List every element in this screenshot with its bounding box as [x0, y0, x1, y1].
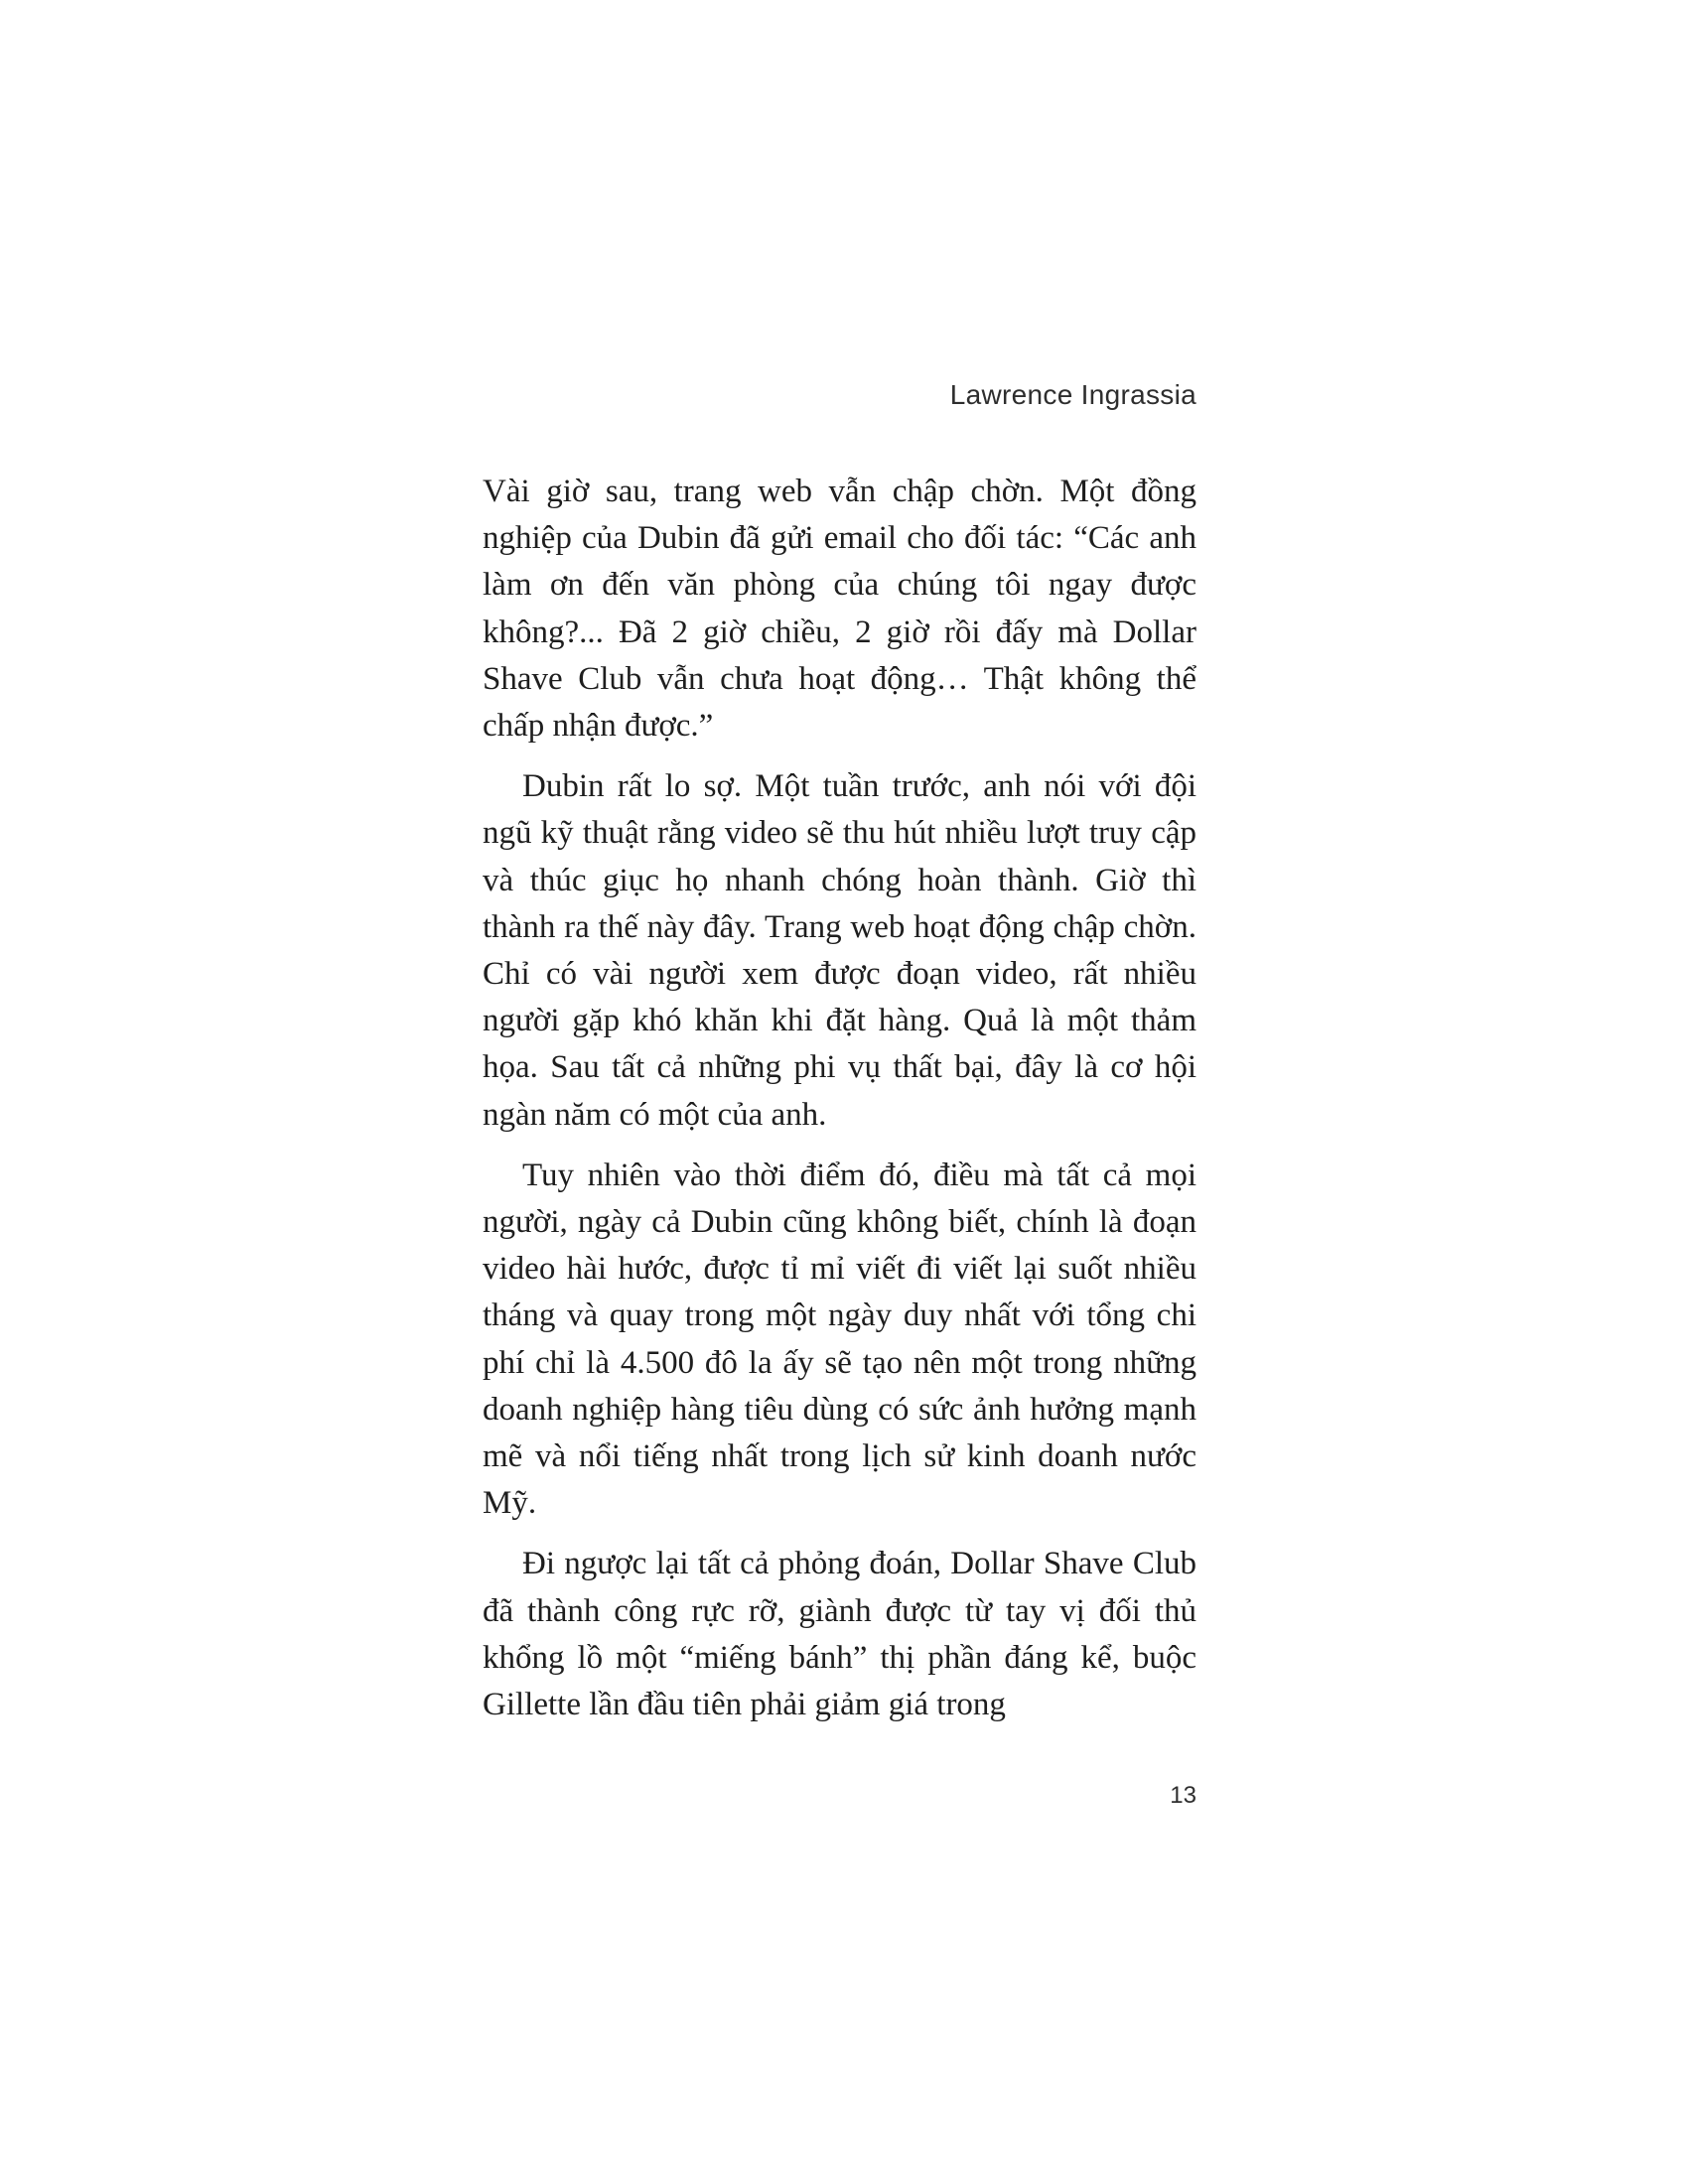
paragraph-2: Dubin rất lo sợ. Một tuần trước, anh nói với đội ngũ kỹ thuật rằng video sẽ thu hút nhiều lượt truy cập và thúc giục họ nhanh chóng hoàn thành. Giờ thì thành ra thế này đây. Trang web hoạt động chập chờn. Chỉ có vài người xem được đoạn video, rất nhiều người gặp khó khăn khi đặt hàng. Quả là một thảm họa. Sau tất cả những phi vụ thất bại, đây là cơ hội ngàn năm có một của anh. [483, 768, 1196, 1133]
running-header-author: Lawrence Ingrassia [949, 379, 1196, 410]
paragraph-4: Đi ngược lại tất cả phỏng đoán, Dollar Shave Club đã thành công rực rỡ, giành được từ tay vị đối thủ khổng lồ một “miếng bánh” thị phần đáng kể, buộc Gillette lần đầu tiên phải giảm giá trong [483, 1546, 1196, 1723]
page-number: 13 [1170, 1782, 1196, 1809]
paragraph-3: Tuy nhiên vào thời điểm đó, điều mà tất cả mọi người, ngày cả Dubin cũng không biết, chính là đoạn video hài hước, được tỉ mỉ viết đi viết lại suốt nhiều tháng và quay trong một ngày duy nhất với tổng chi phí chỉ là 4.500 đô la ấy sẽ tạo nên một trong những doanh nghiệp hàng tiêu dùng có sức ảnh hưởng mạnh mẽ và nổi tiếng nhất trong lịch sử kinh doanh nước Mỹ. [483, 1157, 1196, 1522]
body-text [483, 469, 1196, 1742]
paragraph-1: Vài giờ sau, trang web vẫn chập chờn. Một đồng nghiệp của Dubin đã gửi email cho đối tác: “Các anh làm ơn đến văn phòng của chúng tôi ngay được không?... Đã 2 giờ chiều, 2 giờ rồi đấy mà Dollar Shave Club vẫn chưa hoạt động… Thật không thể chấp nhận được.” [483, 474, 1196, 745]
